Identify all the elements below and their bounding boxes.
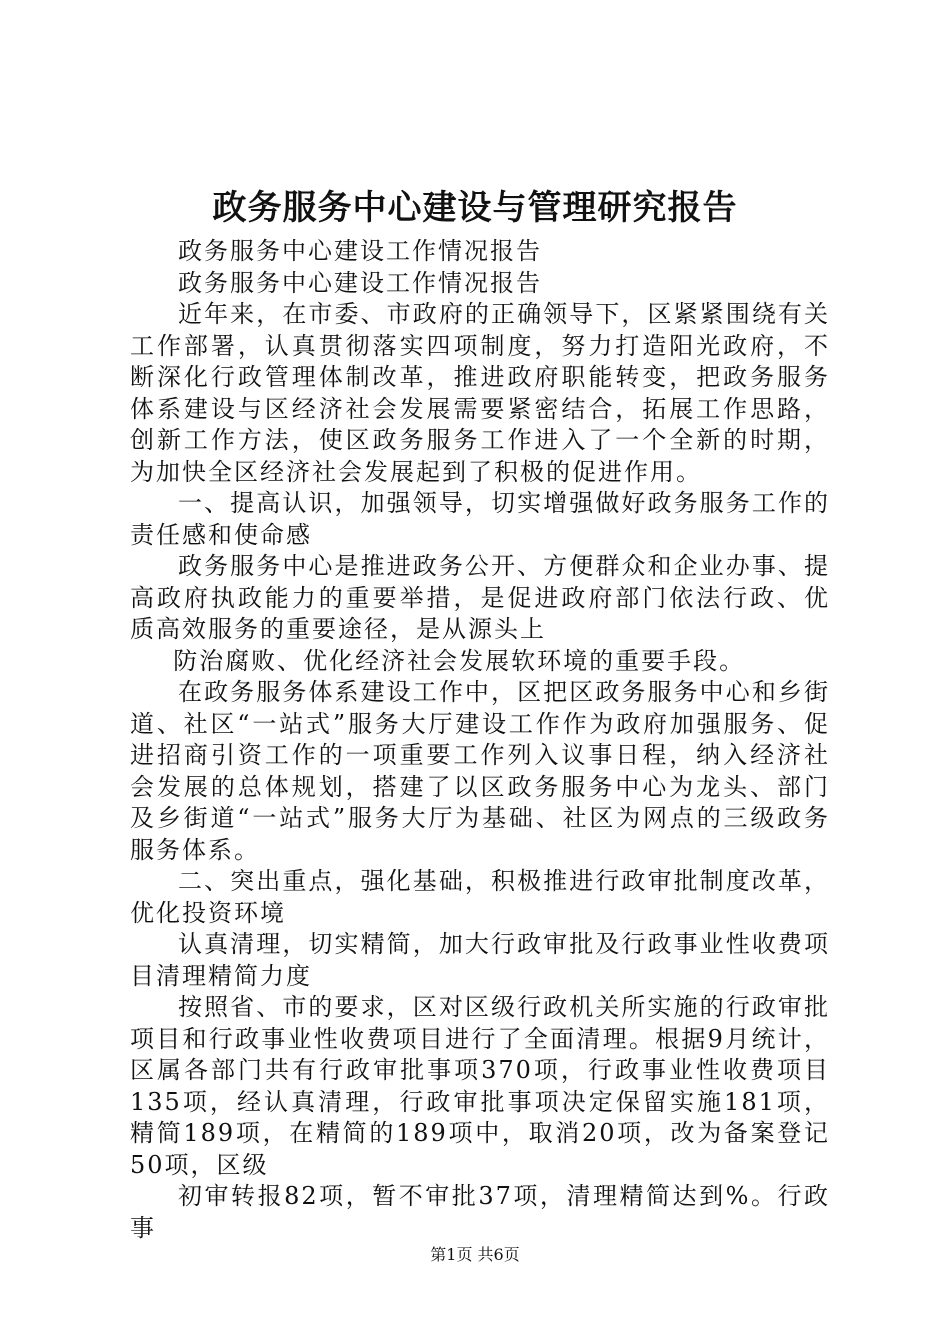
subtitle-paragraph: 政务服务中心建设工作情况报告	[178, 268, 542, 297]
subsection-heading: 认真清理，切实精简，加大行政审批及行政事业性收费项目清理精简力度	[130, 930, 830, 990]
body-paragraph: 初审转报82项，暂不审批37项，清理精简达到%。行政事	[130, 1182, 830, 1242]
section-heading: 一、提高认识，加强领导，切实增强做好政务服务工作的责任感和使命感	[130, 489, 830, 549]
body-paragraph: 在政务服务体系建设工作中，区把区政务服务中心和乡街道、社区“一站式”服务大厅建设工作作为政府加强服务、促进招商引资工作的一项重要工作列入议事日程，纳入经济社会发展的总体规划，搭建了以区政务服务中心为龙头、部门及乡街道“一站式”服务大厅为基础、社区为网点的三级政务服务体系。	[130, 678, 830, 864]
page-footer: 第1页 共6页	[430, 1245, 520, 1264]
document-body	[130, 236, 830, 1244]
body-paragraph: 近年来，在市委、市政府的正确领导下，区紧紧围绕有关工作部署，认真贯彻落实四项制度，努力打造阳光政府，不断深化行政管理体制改革，推进政府职能转变，把政务服务体系建设与区经济社会发展需要紧密结合，拓展工作思路，创新工作方法，使区政务服务工作进入了一个全新的时期，为加快全区经济社会发展起到了积极的促进作用。	[130, 300, 830, 486]
body-paragraph: 按照省、市的要求，区对区级行政机关所实施的行政审批项目和行政事业性收费项目进行了全面清理。根据9月统计，区属各部门共有行政审批事项370项，行政事业性收费项目135项，经认真清理，行政审批事项决定保留实施181项，精简189项，在精简的189项中，取消20项，改为备案登记50项，区级	[130, 993, 830, 1179]
body-paragraph: 防治腐败、优化经济社会发展软环境的重要手段。	[173, 646, 746, 675]
subtitle-paragraph: 政务服务中心建设工作情况报告	[178, 237, 542, 265]
document-title: 政务服务中心建设与管理研究报告	[212, 188, 738, 228]
section-heading: 二、突出重点，强化基础，积极推进行政审批制度改革，优化投资环境	[130, 867, 830, 927]
body-paragraph: 政务服务中心是推进政务公开、方便群众和企业办事、提高政府执政能力的重要举措，是促进政府部门依法行政、优质高效服务的重要途径，是从源头上	[130, 552, 830, 643]
